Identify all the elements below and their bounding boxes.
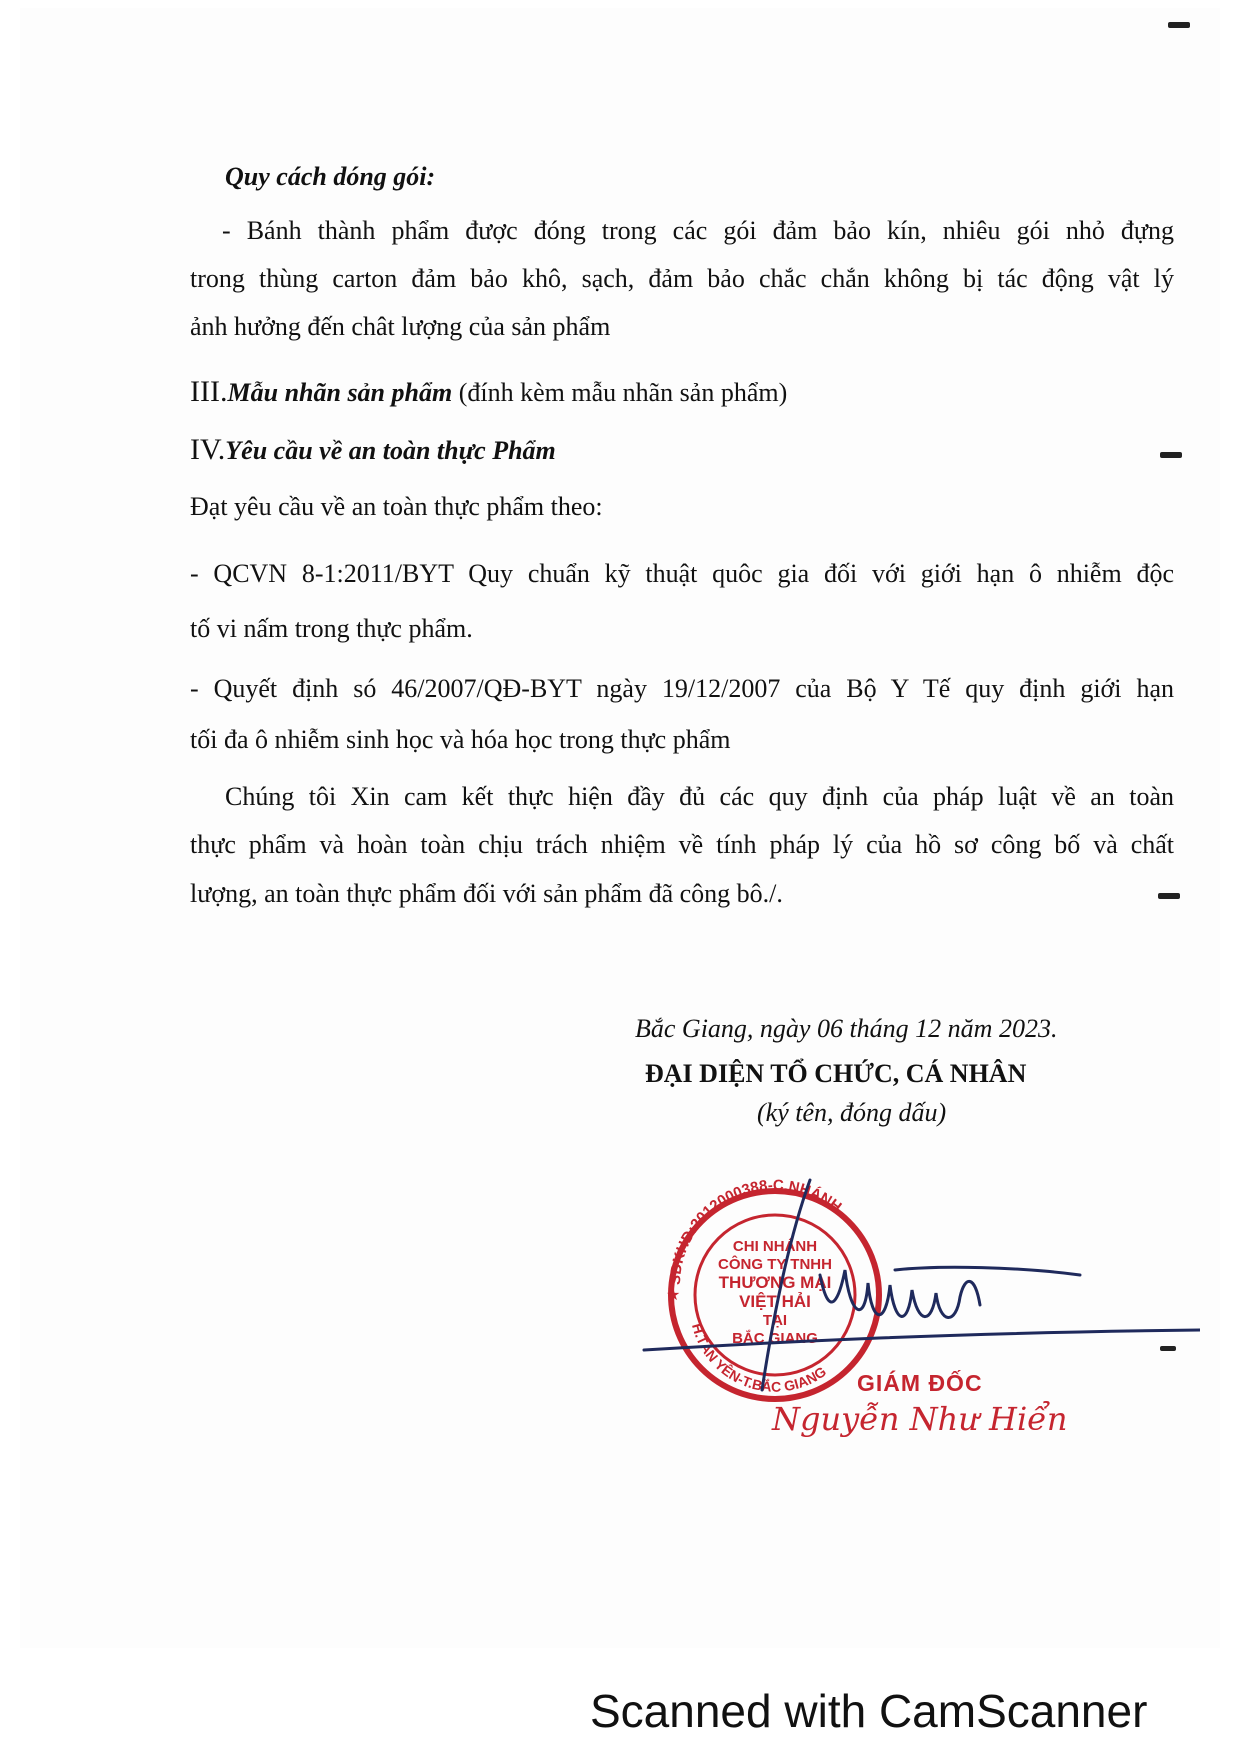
seal-center-line: CHI NHÁNH	[732, 1238, 818, 1255]
seal-star-icon: ★	[666, 1285, 681, 1304]
edge-mark	[1158, 893, 1180, 899]
seal-center-line: BẮC GIANG	[732, 1330, 818, 1347]
packaging-heading: Quy cách dóng gói:	[225, 162, 436, 191]
place-date: Bắc Giang, ngày 06 tháng 12 năm 2023.	[635, 1014, 1058, 1043]
section-4-item-2-line-1: - Quyết định só 46/2007/QĐ-BYT ngày 19/12/2007 của Bộ Y Tế quy định giới hạn	[190, 674, 1174, 703]
packaging-line-2: trong thùng carton đảm bảo khô, sạch, đảm bảo chắc chắn không bị tác động vật lý	[190, 264, 1174, 293]
section-4-title: Yêu cầu về an toàn thực Phẩm	[225, 436, 556, 465]
section-3-note: (đính kèm mẫu nhãn sản phẩm)	[452, 378, 788, 407]
representative-title: ĐẠI DIỆN TỔ CHỨC, CÁ NHÂN	[645, 1059, 1027, 1088]
signer-name: Nguyễn Như Hiển	[772, 1400, 1068, 1438]
signer-title: GIÁM ĐỐC	[857, 1370, 983, 1396]
commitment-line-3: lượng, an toàn thực phẩm đối với sản phẩm đã công bô./.	[190, 879, 783, 908]
section-4-item-2-line-2: tối đa ô nhiễm sinh học và hóa học trong thực phẩm	[190, 725, 731, 754]
section-4-item-1-line-1: - QCVN 8-1:2011/BYT Quy chuẩn kỹ thuật quôc gia đối với giới hạn ô nhiễm độc	[190, 559, 1174, 588]
seal-ring-bottom-text: H.TÂN YÊN-T.BẮC GIANG	[688, 1321, 829, 1395]
packaging-line-1: - Bánh thành phẩm được đóng trong các gói đảm bảo kín, nhiêu gói nhỏ đựng	[222, 216, 1174, 245]
representative-note: (ký tên, đóng dấu)	[757, 1098, 947, 1127]
seal-center-line: VIỆT HẢI	[739, 1292, 811, 1311]
seal-ring-top-text: SĐKHĐ:2012000388-C.NHÁNH	[666, 1176, 845, 1286]
seal-center-line: THƯƠNG MẠI	[718, 1273, 832, 1292]
commitment-line-1: Chúng tôi Xin cam kết thực hiện đầy đủ các quy định của pháp luật về an toàn	[225, 782, 1174, 811]
section-4-intro: Đạt yêu cầu về an toàn thực phẩm theo:	[190, 492, 603, 521]
edge-mark	[1160, 452, 1182, 458]
section-3-numeral: III.	[190, 375, 228, 408]
scanner-watermark: Scanned with CamScanner	[590, 1685, 1148, 1737]
section-4	[190, 433, 556, 468]
section-3	[190, 375, 787, 410]
section-4-numeral: IV.	[190, 433, 226, 466]
section-4-item-1-line-2: tố vi nấm trong thực phẩm.	[190, 614, 473, 643]
seal-center-line: CÔNG TY TNHH	[718, 1256, 832, 1273]
commitment-line-2: thực phẩm và hoàn toàn chịu trách nhiệm về tính pháp lý của hồ sơ công bố và chất	[190, 830, 1174, 859]
edge-mark	[1168, 22, 1190, 28]
seal-center-line: TẠI	[762, 1312, 788, 1329]
section-3-title: Mẫu nhãn sản phẩm	[227, 378, 453, 407]
packaging-line-3: ảnh hưởng đến chât lượng của sản phẩm	[190, 312, 611, 341]
